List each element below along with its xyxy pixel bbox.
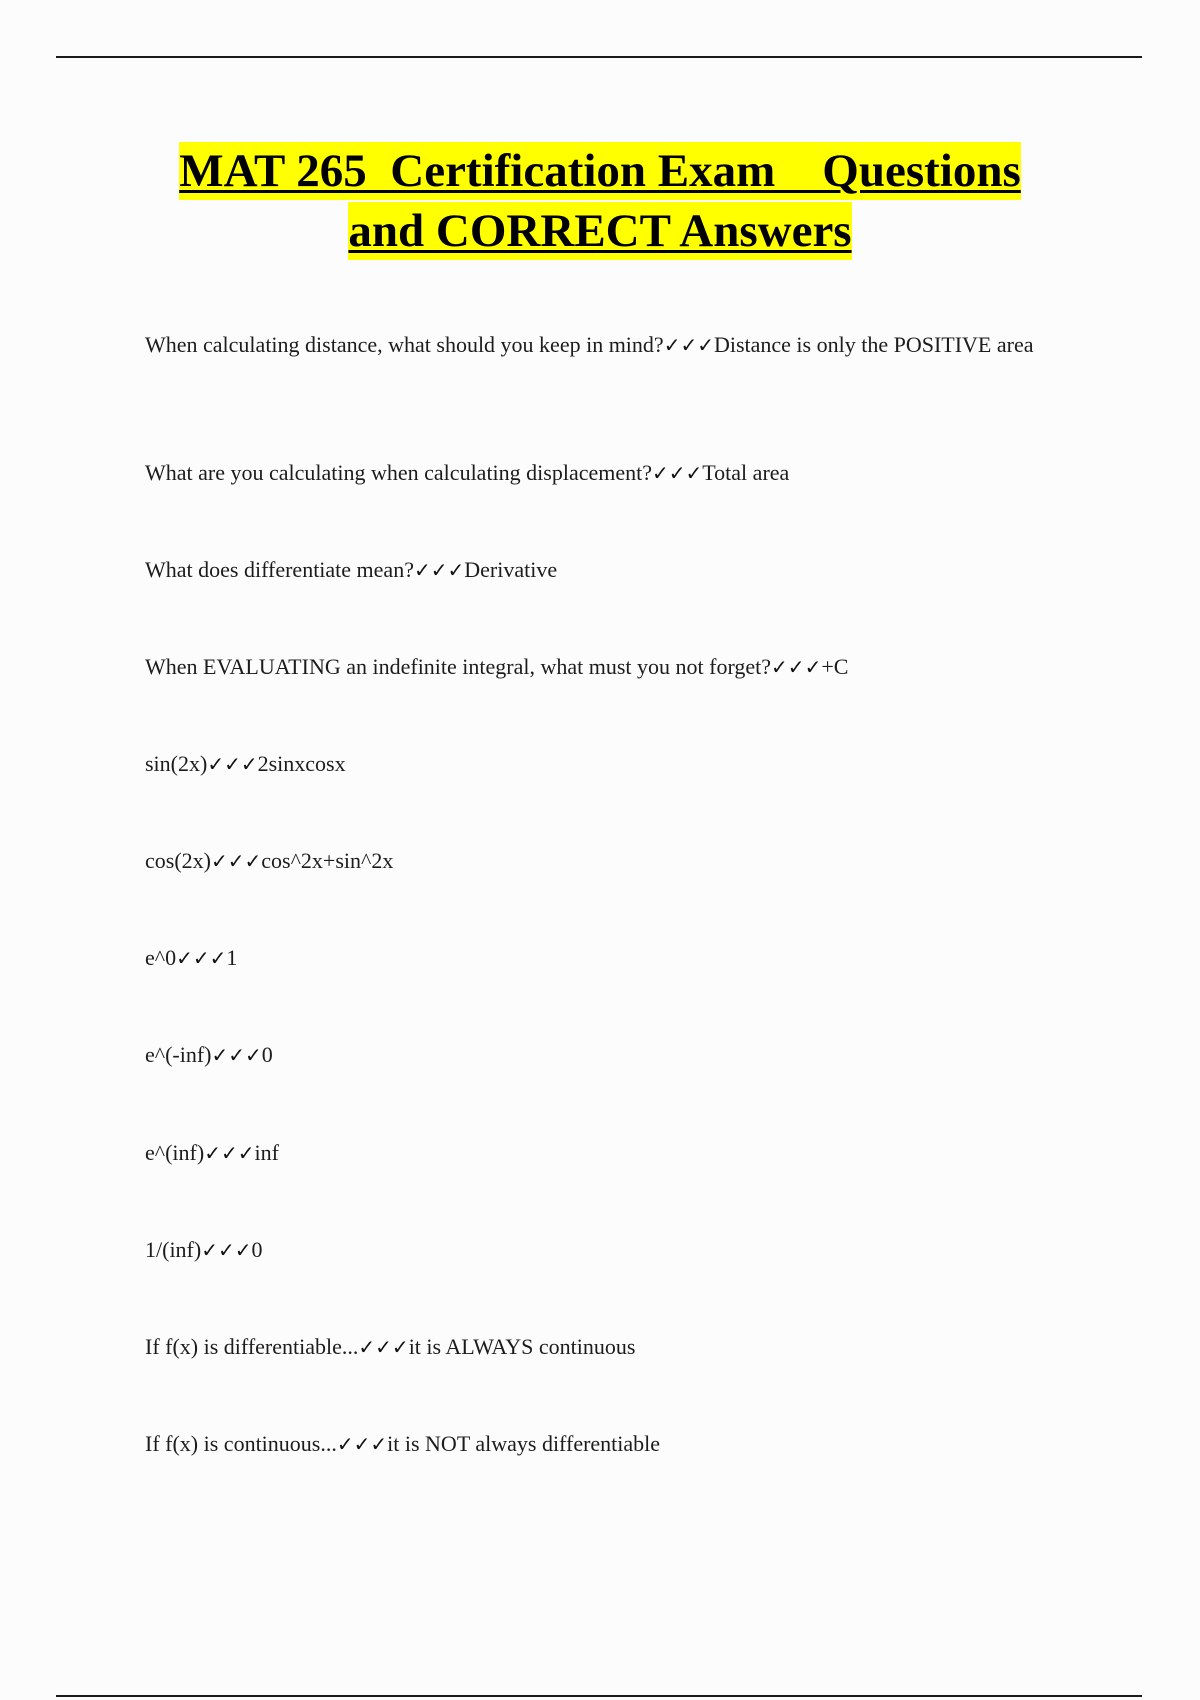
question-text: e^0 — [145, 945, 177, 970]
qa-item-10 — [145, 1235, 1045, 1265]
answer-text: +C — [821, 654, 849, 679]
question-text: What are you calculating when calculating displacement? — [145, 460, 652, 485]
answer-text: it is ALWAYS continuous — [408, 1334, 636, 1359]
answer-text: inf — [254, 1140, 279, 1165]
checkmarks: ✓✓✓ — [210, 849, 262, 873]
qa-item-3 — [145, 555, 1045, 585]
checkmarks: ✓✓✓ — [211, 1043, 262, 1067]
header-rule — [56, 56, 1142, 58]
qa-item-7 — [145, 943, 1045, 973]
answer-text: cos^2x+sin^2x — [261, 848, 394, 873]
checkmarks: ✓✓✓ — [358, 1335, 409, 1359]
question-text: e^(-inf) — [145, 1042, 212, 1067]
answer-text: 2sinxcosx — [257, 751, 346, 776]
question-text: cos(2x) — [145, 848, 211, 873]
answer-text: 0 — [261, 1042, 273, 1067]
qa-item-2 — [145, 458, 1045, 488]
answer-text: 0 — [251, 1237, 263, 1262]
checkmarks: ✓✓✓ — [204, 1141, 255, 1165]
title-line-1: MAT 265 Certification Exam Questions — [179, 142, 1021, 200]
qa-item-1 — [145, 330, 1045, 360]
question-text: What does differentiate mean? — [145, 557, 414, 582]
checkmarks: ✓✓✓ — [663, 333, 714, 357]
checkmarks: ✓✓✓ — [201, 1238, 252, 1262]
qa-item-4 — [145, 652, 1045, 682]
question-text: When calculating distance, what should you keep in mind? — [145, 332, 664, 357]
title-line-2: and CORRECT Answers — [348, 202, 851, 260]
question-text: When EVALUATING an indefinite integral, what must you not forget? — [145, 654, 772, 679]
qa-item-8 — [145, 1040, 1045, 1070]
checkmarks: ✓✓✓ — [336, 1432, 388, 1456]
question-text: e^(inf) — [145, 1140, 205, 1165]
question-text: If f(x) is differentiable... — [145, 1334, 359, 1359]
qa-item-6 — [145, 846, 1045, 876]
footer-rule — [56, 1695, 1142, 1697]
qa-item-11 — [145, 1332, 1045, 1362]
checkmarks: ✓✓✓ — [771, 655, 822, 679]
qa-item-5 — [145, 749, 1045, 779]
checkmarks: ✓✓✓ — [652, 461, 703, 485]
question-text: If f(x) is continuous... — [145, 1431, 337, 1456]
document-title — [0, 142, 1200, 260]
checkmarks: ✓✓✓ — [176, 946, 227, 970]
answer-text: Distance is only the POSITIVE area — [713, 332, 1034, 357]
answer-text: Derivative — [464, 557, 558, 582]
question-text: 1/(inf) — [145, 1237, 202, 1262]
checkmarks: ✓✓✓ — [413, 558, 465, 582]
checkmarks: ✓✓✓ — [207, 752, 258, 776]
qa-item-9 — [145, 1138, 1045, 1168]
question-text: sin(2x) — [145, 751, 208, 776]
qa-item-12 — [145, 1429, 1045, 1459]
answer-text: Total area — [702, 460, 790, 485]
answer-text: it is NOT always differentiable — [387, 1431, 661, 1456]
answer-text: 1 — [226, 945, 238, 970]
